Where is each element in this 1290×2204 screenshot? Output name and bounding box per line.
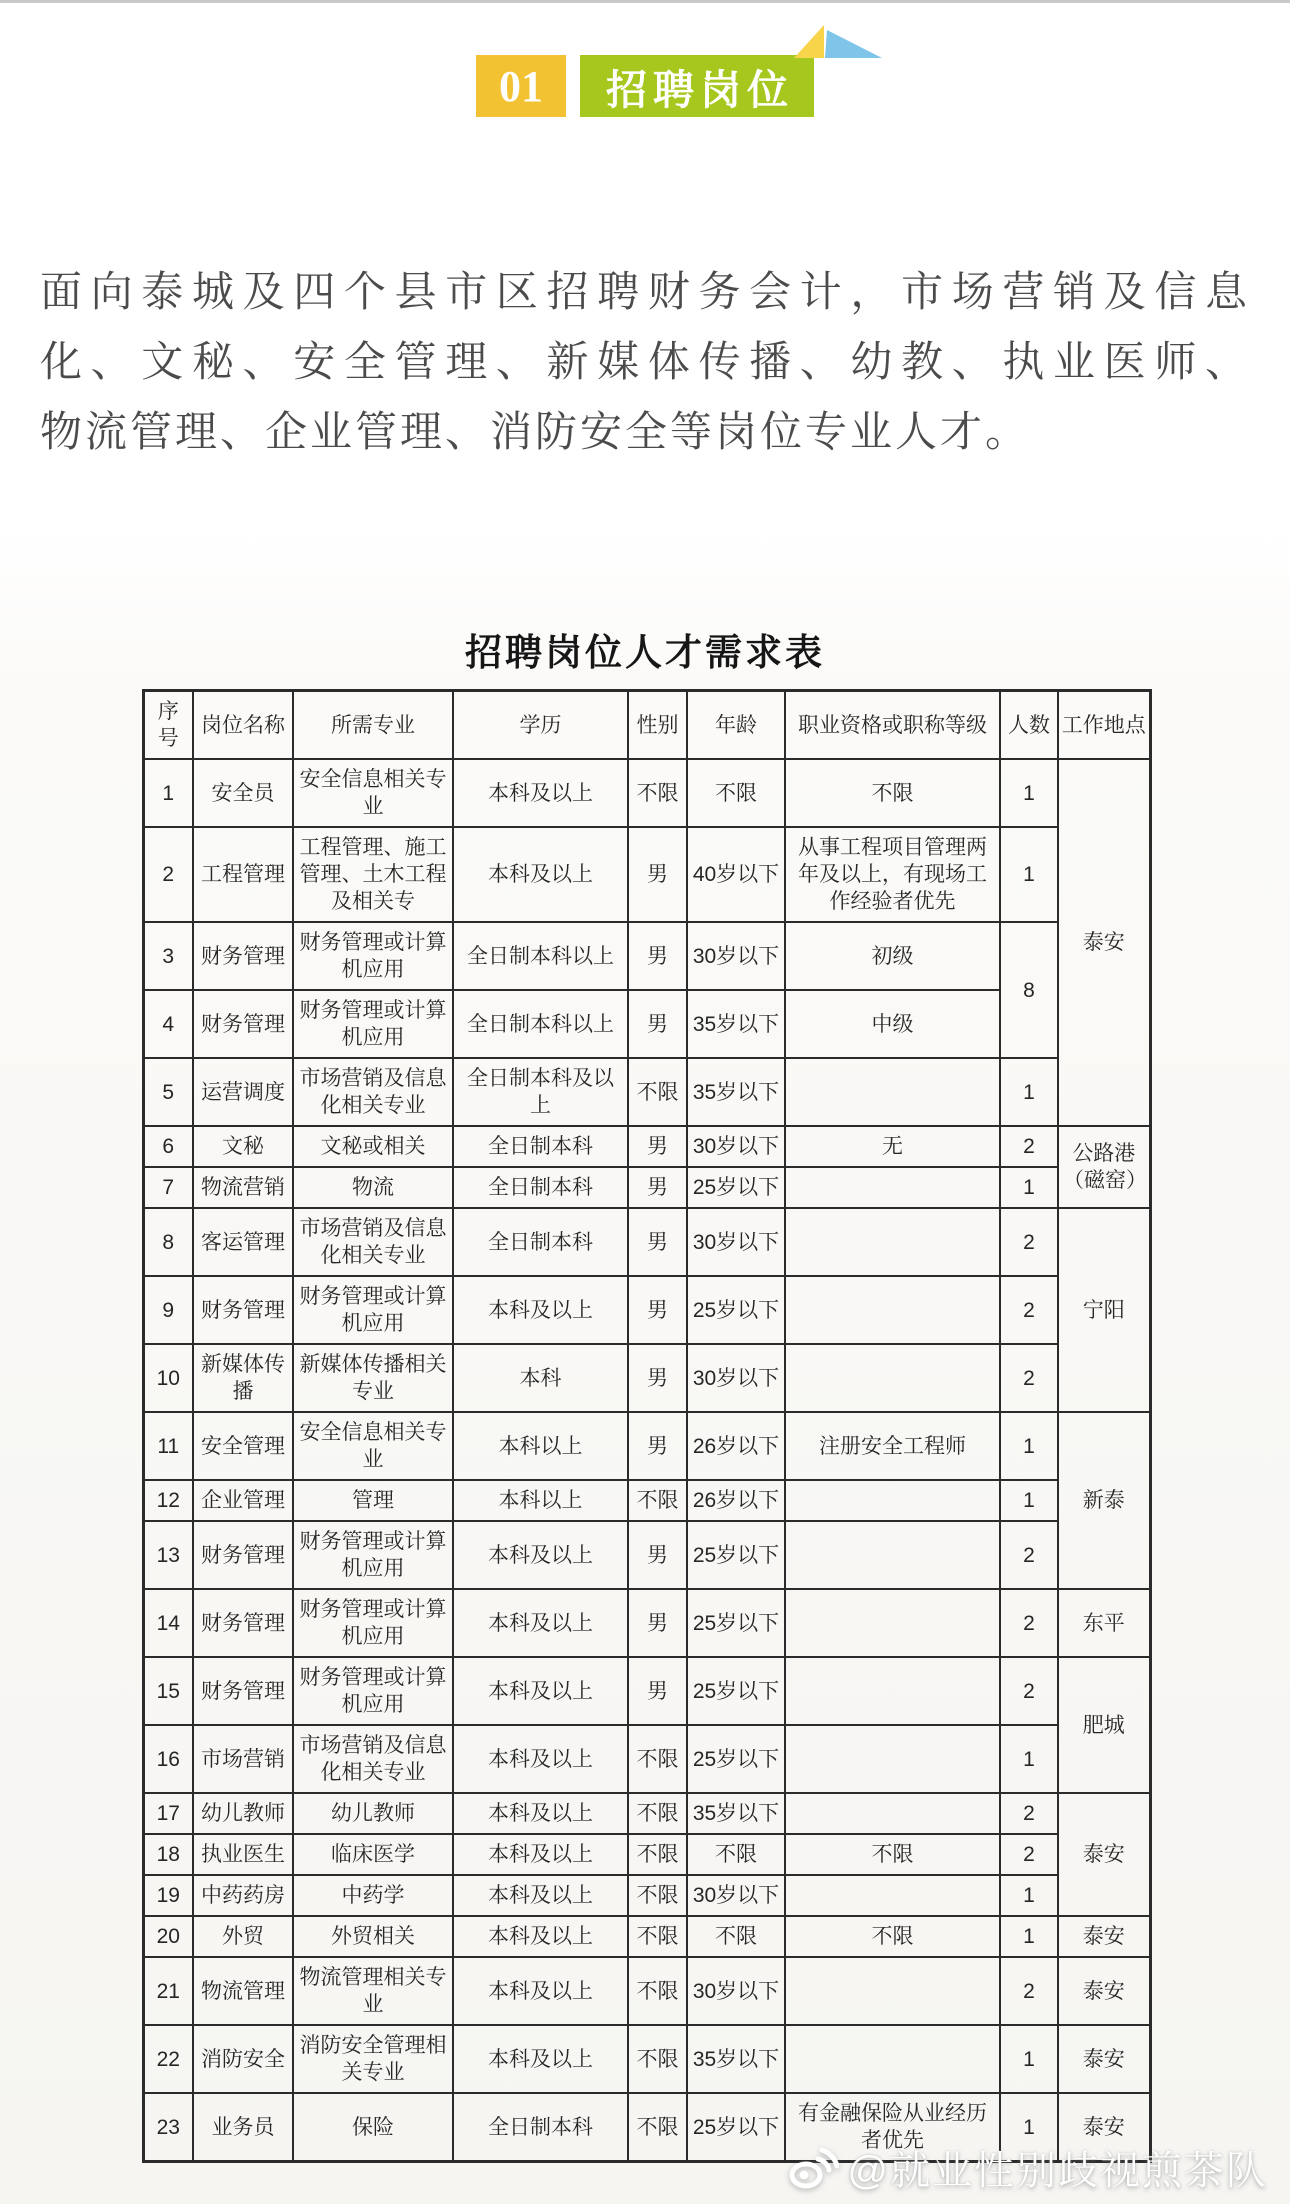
table-row (143, 1875, 1150, 1916)
cell-gender: 不限 (628, 1834, 687, 1875)
cell-education: 本科及以上 (453, 1521, 628, 1589)
cell-qualification (785, 1793, 1000, 1834)
cell-qualification (785, 1167, 1000, 1208)
cell-major: 财务管理或计算机应用 (293, 990, 453, 1058)
cell-qualification (785, 1657, 1000, 1725)
column-header-no: 序号 (143, 691, 193, 760)
cell-qualification (785, 1521, 1000, 1589)
cell-count: 2 (1000, 1521, 1058, 1589)
cell-gender: 男 (628, 1167, 687, 1208)
table-row (143, 1916, 1150, 1957)
cell-education: 本科以上 (453, 1412, 628, 1480)
table-row (143, 1344, 1150, 1412)
cell-location: 泰安 (1058, 1957, 1150, 2025)
cell-qualification (785, 2025, 1000, 2093)
cell-major: 文秘或相关 (293, 1126, 453, 1167)
cell-no: 11 (143, 1412, 193, 1480)
cell-major: 财务管理或计算机应用 (293, 1589, 453, 1657)
cell-qualification: 不限 (785, 1834, 1000, 1875)
cell-education: 本科及以上 (453, 1725, 628, 1793)
cell-major: 消防安全管理相关专业 (293, 2025, 453, 2093)
cell-qualification: 从事工程项目管理两年及以上，有现场工作经验者优先 (785, 827, 1000, 922)
cell-location: 公路港（磁窑） (1058, 1126, 1150, 1208)
cell-gender: 不限 (628, 1916, 687, 1957)
cell-position: 安全管理 (193, 1412, 293, 1480)
cell-major: 安全信息相关专业 (293, 1412, 453, 1480)
cell-gender: 不限 (628, 1058, 687, 1126)
cell-qualification (785, 1957, 1000, 2025)
cell-education: 本科及以上 (453, 1657, 628, 1725)
cell-gender: 不限 (628, 2025, 687, 2093)
cell-major: 管理 (293, 1480, 453, 1521)
cell-major: 市场营销及信息化相关专业 (293, 1208, 453, 1276)
cell-position: 市场营销 (193, 1725, 293, 1793)
column-header-count: 人数 (1000, 691, 1058, 760)
cell-position: 业务员 (193, 2093, 293, 2162)
cell-no: 3 (143, 922, 193, 990)
section-title-wrap (580, 55, 814, 117)
table-row (143, 1589, 1150, 1657)
cell-qualification (785, 1344, 1000, 1412)
cell-age: 不限 (687, 1834, 785, 1875)
table-row (143, 1208, 1150, 1276)
cell-age: 不限 (687, 759, 785, 827)
cell-education: 全日制本科 (453, 1208, 628, 1276)
weibo-watermark (787, 2139, 1268, 2196)
cell-major: 外贸相关 (293, 1916, 453, 1957)
cell-education: 本科以上 (453, 1480, 628, 1521)
cell-count: 2 (1000, 1657, 1058, 1725)
cell-no: 10 (143, 1344, 193, 1412)
cell-count: 2 (1000, 1793, 1058, 1834)
table-row (143, 1521, 1150, 1589)
column-header-age: 年龄 (687, 691, 785, 760)
table-row (143, 759, 1150, 827)
cell-count: 1 (1000, 759, 1058, 827)
table-row (143, 827, 1150, 922)
cell-gender: 不限 (628, 1957, 687, 2025)
cell-education: 全日制本科及以上 (453, 1058, 628, 1126)
cell-no: 20 (143, 1916, 193, 1957)
cell-no: 16 (143, 1725, 193, 1793)
section-number-badge: 01 (476, 55, 566, 117)
table-row (143, 1793, 1150, 1834)
cell-position: 消防安全 (193, 2025, 293, 2093)
cell-education: 全日制本科 (453, 2093, 628, 2162)
cell-count: 1 (1000, 1916, 1058, 1957)
cell-education: 本科及以上 (453, 1793, 628, 1834)
cell-position: 物流营销 (193, 1167, 293, 1208)
table-row (143, 1126, 1150, 1167)
cell-no: 6 (143, 1126, 193, 1167)
cell-age: 25岁以下 (687, 1276, 785, 1344)
cell-count: 1 (1000, 2093, 1058, 2162)
cell-gender: 男 (628, 1126, 687, 1167)
cell-location: 泰安 (1058, 1793, 1150, 1916)
cell-count: 1 (1000, 1167, 1058, 1208)
cell-age: 40岁以下 (687, 827, 785, 922)
cell-age: 30岁以下 (687, 1957, 785, 2025)
cell-position: 新媒体传播 (193, 1344, 293, 1412)
cell-age: 25岁以下 (687, 2093, 785, 2162)
table-row (143, 2025, 1150, 2093)
cell-major: 工程管理、施工管理、土木工程及相关专 (293, 827, 453, 922)
cell-location: 肥城 (1058, 1657, 1150, 1793)
cell-location: 新泰 (1058, 1412, 1150, 1589)
cell-major: 临床医学 (293, 1834, 453, 1875)
cell-no: 7 (143, 1167, 193, 1208)
cell-position: 财务管理 (193, 990, 293, 1058)
cell-education: 本科及以上 (453, 759, 628, 827)
cell-qualification: 不限 (785, 759, 1000, 827)
cell-qualification (785, 1589, 1000, 1657)
cell-count: 1 (1000, 1058, 1058, 1126)
table-row (143, 1412, 1150, 1480)
cell-major: 新媒体传播相关专业 (293, 1344, 453, 1412)
cell-gender: 不限 (628, 2093, 687, 2162)
cell-count: 1 (1000, 1725, 1058, 1793)
cell-qualification (785, 1875, 1000, 1916)
cell-count: 2 (1000, 1208, 1058, 1276)
cell-gender: 男 (628, 1208, 687, 1276)
cell-qualification (785, 1058, 1000, 1126)
cell-position: 企业管理 (193, 1480, 293, 1521)
cell-position: 中药药房 (193, 1875, 293, 1916)
cell-major: 市场营销及信息化相关专业 (293, 1725, 453, 1793)
cell-major: 安全信息相关专业 (293, 759, 453, 827)
cell-major: 财务管理或计算机应用 (293, 1521, 453, 1589)
cell-no: 17 (143, 1793, 193, 1834)
cell-count: 1 (1000, 1412, 1058, 1480)
cell-no: 13 (143, 1521, 193, 1589)
cell-qualification (785, 1208, 1000, 1276)
cell-count: 1 (1000, 1480, 1058, 1521)
cell-gender: 男 (628, 1521, 687, 1589)
cell-no: 1 (143, 759, 193, 827)
table-row (143, 1834, 1150, 1875)
intro-paragraph (40, 257, 1250, 467)
cell-age: 25岁以下 (687, 1521, 785, 1589)
cell-major: 物流管理相关专业 (293, 1957, 453, 2025)
cell-gender: 男 (628, 1412, 687, 1480)
cell-count: 2 (1000, 1276, 1058, 1344)
cell-position: 执业医生 (193, 1834, 293, 1875)
cell-major: 财务管理或计算机应用 (293, 922, 453, 990)
cell-qualification: 不限 (785, 1916, 1000, 1957)
cell-position: 文秘 (193, 1126, 293, 1167)
cell-location: 宁阳 (1058, 1208, 1150, 1412)
cell-age: 30岁以下 (687, 1875, 785, 1916)
cell-qualification (785, 1276, 1000, 1344)
cell-gender: 不限 (628, 1875, 687, 1916)
cell-age: 25岁以下 (687, 1167, 785, 1208)
table-row (143, 922, 1150, 990)
cell-qualification: 初级 (785, 922, 1000, 990)
cell-education: 全日制本科 (453, 1167, 628, 1208)
cell-position: 财务管理 (193, 1521, 293, 1589)
cell-education: 本科及以上 (453, 827, 628, 922)
cell-no: 19 (143, 1875, 193, 1916)
cell-education: 本科及以上 (453, 1957, 628, 2025)
cell-education: 本科 (453, 1344, 628, 1412)
table-section (142, 622, 1149, 2163)
cell-age: 30岁以下 (687, 1208, 785, 1276)
cell-count: 2 (1000, 1834, 1058, 1875)
section-badge (0, 0, 1290, 117)
cell-gender: 男 (628, 1344, 687, 1412)
cell-qualification: 有金融保险从业经历者优先 (785, 2093, 1000, 2162)
column-header-position: 岗位名称 (193, 691, 293, 760)
cell-qualification (785, 1480, 1000, 1521)
cell-gender: 不限 (628, 1793, 687, 1834)
cell-count: 2 (1000, 1957, 1058, 2025)
top-border-line (0, 0, 1290, 3)
cell-qualification: 无 (785, 1126, 1000, 1167)
cell-gender: 男 (628, 827, 687, 922)
cell-no: 8 (143, 1208, 193, 1276)
cell-location: 泰安 (1058, 1916, 1150, 1957)
cell-major: 市场营销及信息化相关专业 (293, 1058, 453, 1126)
cell-count: 1 (1000, 1875, 1058, 1916)
cell-no: 9 (143, 1276, 193, 1344)
column-header-qualification: 职业资格或职称等级 (785, 691, 1000, 760)
cell-position: 客运管理 (193, 1208, 293, 1276)
cell-gender: 不限 (628, 1480, 687, 1521)
cell-age: 35岁以下 (687, 1058, 785, 1126)
cell-location: 东平 (1058, 1589, 1150, 1657)
cell-no: 18 (143, 1834, 193, 1875)
cell-no: 2 (143, 827, 193, 922)
table-row (143, 1167, 1150, 1208)
cell-age: 26岁以下 (687, 1412, 785, 1480)
cell-count: 2 (1000, 1589, 1058, 1657)
table-body (143, 759, 1150, 2162)
cell-age: 30岁以下 (687, 1126, 785, 1167)
table-row (143, 1725, 1150, 1793)
cell-gender: 不限 (628, 1725, 687, 1793)
cell-position: 财务管理 (193, 1657, 293, 1725)
cell-count: 2 (1000, 1344, 1058, 1412)
cell-no: 23 (143, 2093, 193, 2162)
cell-age: 35岁以下 (687, 1793, 785, 1834)
cell-no: 12 (143, 1480, 193, 1521)
cell-education: 本科及以上 (453, 1916, 628, 1957)
cell-position: 幼儿教师 (193, 1793, 293, 1834)
cell-major: 财务管理或计算机应用 (293, 1276, 453, 1344)
intro-line: 物流管理、企业管理、消防安全等岗位专业人才。 (40, 408, 1031, 455)
column-header-major: 所需专业 (293, 691, 453, 760)
corner-triangles-decoration (792, 23, 884, 59)
cell-age: 25岁以下 (687, 1725, 785, 1793)
table-row (143, 990, 1150, 1058)
cell-age: 25岁以下 (687, 1657, 785, 1725)
cell-gender: 男 (628, 1657, 687, 1725)
cell-location: 泰安 (1058, 2025, 1150, 2093)
cell-location: 泰安 (1058, 2093, 1150, 2162)
cell-major: 财务管理或计算机应用 (293, 1657, 453, 1725)
cell-education: 本科及以上 (453, 1875, 628, 1916)
cell-no: 4 (143, 990, 193, 1058)
table-row (143, 1480, 1150, 1521)
cell-education: 本科及以上 (453, 1834, 628, 1875)
cell-qualification: 中级 (785, 990, 1000, 1058)
cell-gender: 不限 (628, 759, 687, 827)
cell-gender: 男 (628, 922, 687, 990)
cell-age: 30岁以下 (687, 922, 785, 990)
cell-count: 8 (1000, 922, 1058, 1058)
cell-position: 财务管理 (193, 1589, 293, 1657)
watermark-handle: @就业性别歧视煎茶队 (847, 2149, 1268, 2193)
cell-age: 30岁以下 (687, 1344, 785, 1412)
cell-position: 工程管理 (193, 827, 293, 922)
cell-age: 25岁以下 (687, 1589, 785, 1657)
cell-education: 全日制本科 (453, 1126, 628, 1167)
intro-line: 面向泰城及四个县市区招聘财务会计，市场营销及信息 (40, 268, 1250, 315)
table-header-row (143, 691, 1150, 760)
cell-major: 中药学 (293, 1875, 453, 1916)
cell-no: 5 (143, 1058, 193, 1126)
table-row (143, 1957, 1150, 2025)
cell-no: 21 (143, 1957, 193, 2025)
cell-position: 财务管理 (193, 922, 293, 990)
cell-count: 2 (1000, 1126, 1058, 1167)
table-title: 招聘岗位人才需求表 (465, 633, 825, 674)
table-row (143, 1276, 1150, 1344)
cell-qualification: 注册安全工程师 (785, 1412, 1000, 1480)
table-row (143, 1058, 1150, 1126)
column-header-gender: 性别 (628, 691, 687, 760)
cell-education: 本科及以上 (453, 1589, 628, 1657)
column-header-location: 工作地点 (1058, 691, 1150, 760)
weibo-icon (787, 2146, 839, 2190)
cell-gender: 男 (628, 990, 687, 1058)
cell-position: 安全员 (193, 759, 293, 827)
cell-no: 22 (143, 2025, 193, 2093)
cell-age: 35岁以下 (687, 2025, 785, 2093)
yellow-triangle-icon (794, 25, 824, 58)
cell-age: 不限 (687, 1916, 785, 1957)
cell-major: 幼儿教师 (293, 1793, 453, 1834)
cell-no: 15 (143, 1657, 193, 1725)
cell-education: 本科及以上 (453, 1276, 628, 1344)
intro-line: 化、文秘、安全管理、新媒体传播、幼教、执业医师、 (40, 338, 1250, 385)
cell-age: 35岁以下 (687, 990, 785, 1058)
section-title-badge: 招聘岗位 (580, 55, 814, 117)
cell-position: 物流管理 (193, 1957, 293, 2025)
cell-age: 26岁以下 (687, 1480, 785, 1521)
cell-position: 财务管理 (193, 1276, 293, 1344)
column-header-education: 学历 (453, 691, 628, 760)
cell-education: 本科及以上 (453, 2025, 628, 2093)
requirements-table (142, 689, 1152, 2163)
cell-major: 物流 (293, 1167, 453, 1208)
cell-gender: 男 (628, 1276, 687, 1344)
cell-education: 全日制本科以上 (453, 990, 628, 1058)
cell-gender: 男 (628, 1589, 687, 1657)
cell-no: 14 (143, 1589, 193, 1657)
cell-major: 保险 (293, 2093, 453, 2162)
cell-count: 1 (1000, 827, 1058, 922)
table-row (143, 1657, 1150, 1725)
cell-position: 运营调度 (193, 1058, 293, 1126)
blue-triangle-icon (825, 30, 882, 58)
cell-education: 全日制本科以上 (453, 922, 628, 990)
cell-location: 泰安 (1058, 759, 1150, 1126)
cell-count: 1 (1000, 2025, 1058, 2093)
cell-position: 外贸 (193, 1916, 293, 1957)
cell-qualification (785, 1725, 1000, 1793)
